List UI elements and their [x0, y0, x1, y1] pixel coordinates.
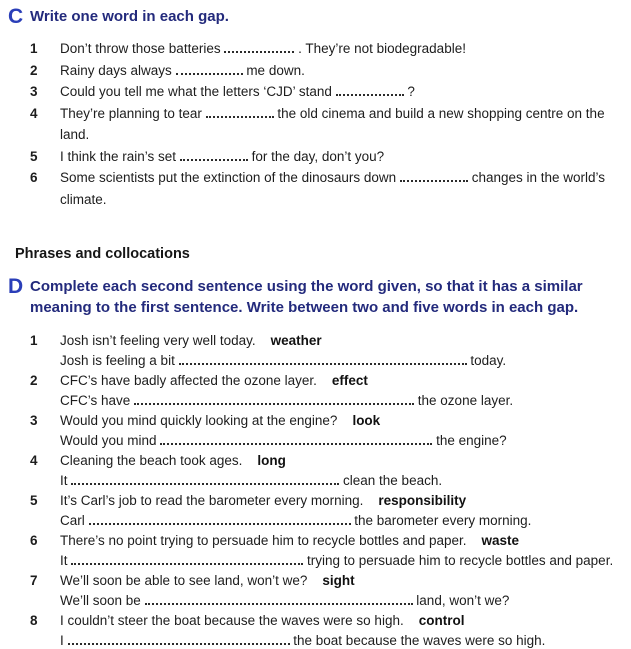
exercise-item [30, 38, 620, 60]
item-number: 4 [30, 105, 38, 121]
item-lines [60, 167, 620, 210]
answer-blank [176, 64, 243, 74]
answer-blank [336, 86, 404, 96]
sentence-line [60, 571, 620, 591]
sentence-text: for the day, don’t you? [247, 148, 385, 164]
item-number: 7 [30, 573, 38, 588]
section-c [8, 6, 620, 210]
answer-blank [89, 515, 351, 525]
item-lines [60, 611, 620, 649]
sentence-text: . They’re not biodegradable! [294, 41, 466, 56]
sentence-text: Josh is feeling a bit [60, 353, 179, 368]
exercise-item [30, 611, 620, 649]
sentence-text: It [60, 553, 72, 568]
section-d-header [8, 276, 620, 318]
sentence-text: the barometer every morning. [350, 513, 532, 528]
exercise-item [30, 571, 620, 611]
exercise-item [30, 60, 620, 82]
sentence-line [60, 471, 620, 491]
sentence-text: the ozone layer. [414, 393, 514, 408]
sentence-line [60, 631, 620, 649]
item-lines [60, 491, 620, 531]
answer-blank [68, 635, 290, 645]
section-c-title: Write one word in each gap. [30, 8, 229, 25]
sentence-text: I [60, 633, 68, 648]
item-lines [60, 411, 620, 451]
answer-blank [145, 595, 413, 605]
sentence-text: the engine? [432, 433, 507, 448]
exercise-item [30, 331, 620, 371]
answer-blank [224, 43, 294, 53]
exercise-item [30, 371, 620, 411]
item-lines [60, 146, 620, 168]
sentence-text: ? [403, 84, 415, 99]
keyword: waste [481, 533, 520, 548]
exercise-item [30, 491, 620, 531]
sentence-text: today. [466, 353, 507, 368]
sentence-line [60, 411, 620, 431]
section-c-header [8, 6, 620, 28]
sentence-line [60, 351, 620, 371]
section-c-items [30, 38, 620, 210]
phrases-collocations-heading: Phrases and collocations [15, 246, 190, 262]
exercise-item [30, 167, 620, 210]
item-lines [60, 451, 620, 491]
item-number: 2 [30, 373, 38, 388]
sentence-text: Rainy days always [60, 62, 176, 78]
item-number: 8 [30, 613, 38, 628]
sentence-line [60, 511, 620, 531]
item-number: 1 [30, 41, 38, 56]
sentence-line [60, 451, 620, 471]
sentence-text: Could you tell me what the letters ‘CJD’ stand [60, 84, 336, 99]
sentence-text: It’s Carl’s job to read the barometer every morning. [60, 493, 364, 508]
item-lines [60, 531, 620, 571]
item-number: 6 [30, 170, 38, 185]
keyword: look [352, 413, 381, 428]
sentence-text: It [60, 473, 72, 488]
sentence-line [60, 167, 620, 210]
sentence-text: changes in the world’s climate. [60, 170, 606, 207]
sentence-text: Would you mind [60, 433, 161, 448]
sentence-text: CFC’s have badly affected the ozone layer. [60, 373, 317, 388]
answer-blank [134, 395, 414, 405]
answer-blank [180, 150, 248, 160]
sentence-text: Don’t throw those batteries [60, 41, 225, 56]
sentence-line [60, 611, 620, 631]
answer-blank [71, 475, 339, 485]
exercise-item [30, 411, 620, 451]
sentence-text: Cleaning the beach took ages. [60, 453, 243, 468]
exercise-item [30, 531, 620, 571]
sentence-text: We’ll soon be able to see land, won’t we? [60, 573, 308, 588]
answer-blank [206, 107, 274, 117]
sentence-text: I couldn’t steer the boat because the waves were so high. [60, 613, 404, 628]
item-number: 4 [30, 453, 38, 468]
exercise-item [30, 451, 620, 491]
sentence-text: We’ll soon be [60, 593, 145, 608]
item-number: 3 [30, 84, 38, 99]
exercise-item [30, 146, 620, 168]
sentence-text: They’re planning to tear [60, 105, 206, 121]
sentence-line [60, 491, 620, 511]
sentence-line [60, 371, 620, 391]
item-lines [60, 81, 620, 103]
section-d-items [30, 331, 620, 649]
sentence-text: the boat because the waves were so high. [289, 633, 546, 648]
sentence-line [60, 103, 620, 146]
item-number: 5 [30, 493, 38, 508]
item-lines [60, 38, 620, 60]
sentence-text: clean the beach. [339, 473, 443, 488]
item-number: 1 [30, 333, 38, 348]
sentence-line [60, 81, 620, 103]
sentence-text: the old cinema and build a new shopping centre on the land. [60, 105, 605, 142]
sentence-line [60, 551, 620, 571]
item-lines [60, 60, 620, 82]
section-d [8, 276, 620, 649]
sentence-text: Some scientists put the extinction of the dinosaurs down [60, 170, 400, 185]
item-lines [60, 571, 620, 611]
sentence-text: trying to persuade him to recycle bottles and paper. [303, 553, 614, 568]
keyword: long [257, 453, 286, 468]
sentence-text: Carl [60, 513, 89, 528]
section-d-title: Complete each second sentence using the word given, so that it has a similar meaning to the first sentence. Write between two and five words in each gap. [30, 278, 583, 316]
sentence-line [60, 60, 620, 82]
sentence-line [60, 391, 620, 411]
sentence-line [60, 38, 620, 60]
keyword: effect [331, 373, 368, 388]
sentence-line [60, 591, 620, 611]
keyword: sight [322, 573, 355, 588]
sentence-line [60, 331, 620, 351]
item-number: 6 [30, 533, 38, 548]
sentence-text: land, won’t we? [412, 593, 510, 608]
answer-blank [179, 355, 467, 365]
sentence-text: There’s no point trying to persuade him to recycle bottles and paper. [60, 533, 467, 548]
sentence-text: Josh isn’t feeling very well today. [60, 333, 256, 348]
sentence-text: me down. [242, 62, 305, 78]
exercise-item [30, 81, 620, 103]
item-lines [60, 103, 620, 146]
keyword: control [418, 613, 465, 628]
section-c-letter: C [8, 5, 24, 28]
item-number: 5 [30, 148, 38, 164]
keyword: weather [270, 333, 322, 348]
section-d-letter: D [8, 275, 24, 298]
sentence-line [60, 431, 620, 451]
exercise-item [30, 103, 620, 146]
keyword: responsibility [378, 493, 467, 508]
item-number: 3 [30, 413, 38, 428]
item-lines [60, 371, 620, 411]
sentence-text: I think the rain’s set [60, 148, 180, 164]
sentence-line [60, 531, 620, 551]
answer-blank [71, 555, 303, 565]
sentence-line [60, 146, 620, 168]
answer-blank [400, 172, 468, 182]
sentence-text: CFC’s have [60, 393, 135, 408]
item-lines [60, 331, 620, 371]
sentence-text: Would you mind quickly looking at the engine? [60, 413, 338, 428]
answer-blank [160, 435, 432, 445]
item-number: 2 [30, 62, 38, 78]
